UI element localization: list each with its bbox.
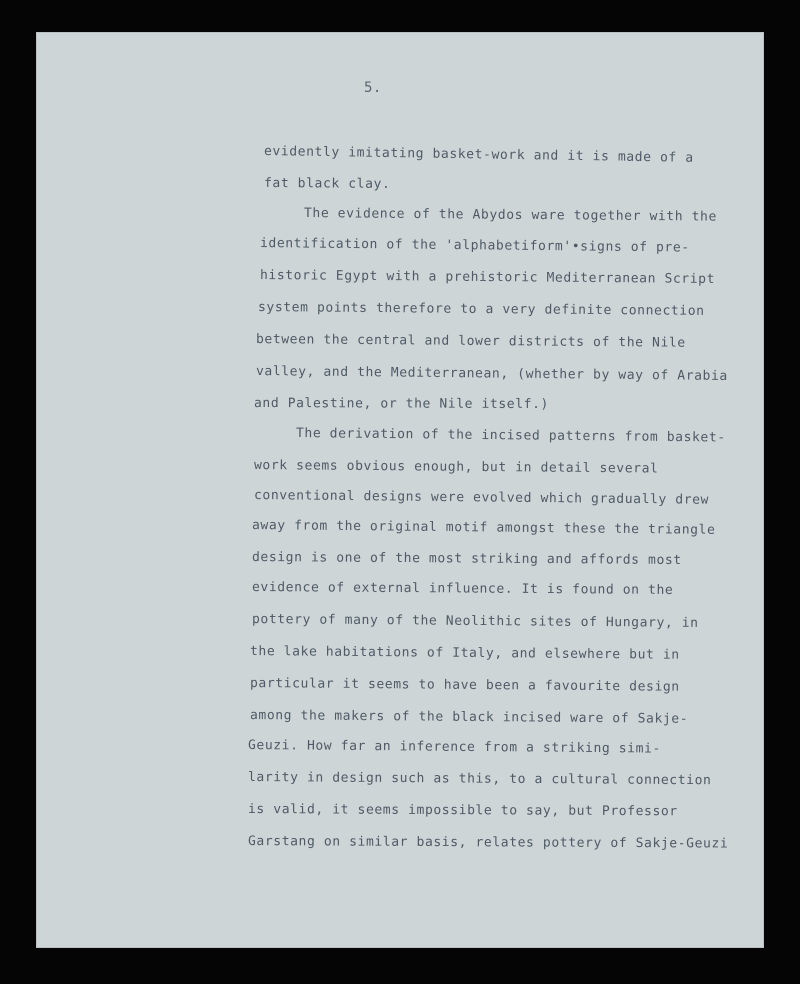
text-line: Garstang on similar basis, relates pottery of Sakje-Geuzi: [247, 834, 729, 852]
text-line: is valid, it seems impossible to say, but Professor: [247, 802, 678, 820]
text-line: work seems obvious enough, but in detail several: [253, 458, 659, 477]
text-line: Geuzi. How far an inference from a striking simi-: [247, 738, 661, 757]
text-line: pottery of many of the Neolithic sites of Hungary, in: [251, 612, 699, 631]
text-line: away from the original motif amongst these the triangle: [251, 518, 716, 538]
text-line: and Palestine, or the Nile itself.): [253, 396, 549, 413]
text-line: system points therefore to a very definite connection: [257, 300, 705, 319]
text-line: larity in design such as this, to a cultural connection: [247, 770, 712, 789]
text-line: between the central and lower districts of the Nile: [255, 332, 686, 351]
text-line: design is one of the most striking and affords most: [251, 550, 682, 569]
text-line: historic Egypt with a prehistoric Mediterranean Script: [259, 268, 716, 287]
text-line: fat black clay.: [263, 176, 391, 192]
text-line: identification of the 'alphabetiform'•signs of pre-: [259, 236, 690, 256]
text-line: The evidence of the Abydos ware together with the: [303, 206, 717, 225]
text-line: evidently imitating basket-work and it is made of a: [263, 144, 694, 166]
text-line: evidence of external influence. It is found on the: [251, 580, 674, 598]
text-line: among the makers of the black incised ware of Sakje-: [249, 708, 689, 727]
text-line: the lake habitations of Italy, and elsewhere but in: [249, 644, 680, 663]
text-line: particular it seems to have been a favourite design: [249, 676, 680, 695]
text-line: The derivation of the incised patterns from basket-: [295, 426, 726, 446]
page-number: 5.: [364, 80, 382, 96]
text-line: valley, and the Mediterranean, (whether by way of Arabia: [255, 364, 728, 384]
text-line: conventional designs were evolved which gradually drew: [253, 488, 710, 508]
